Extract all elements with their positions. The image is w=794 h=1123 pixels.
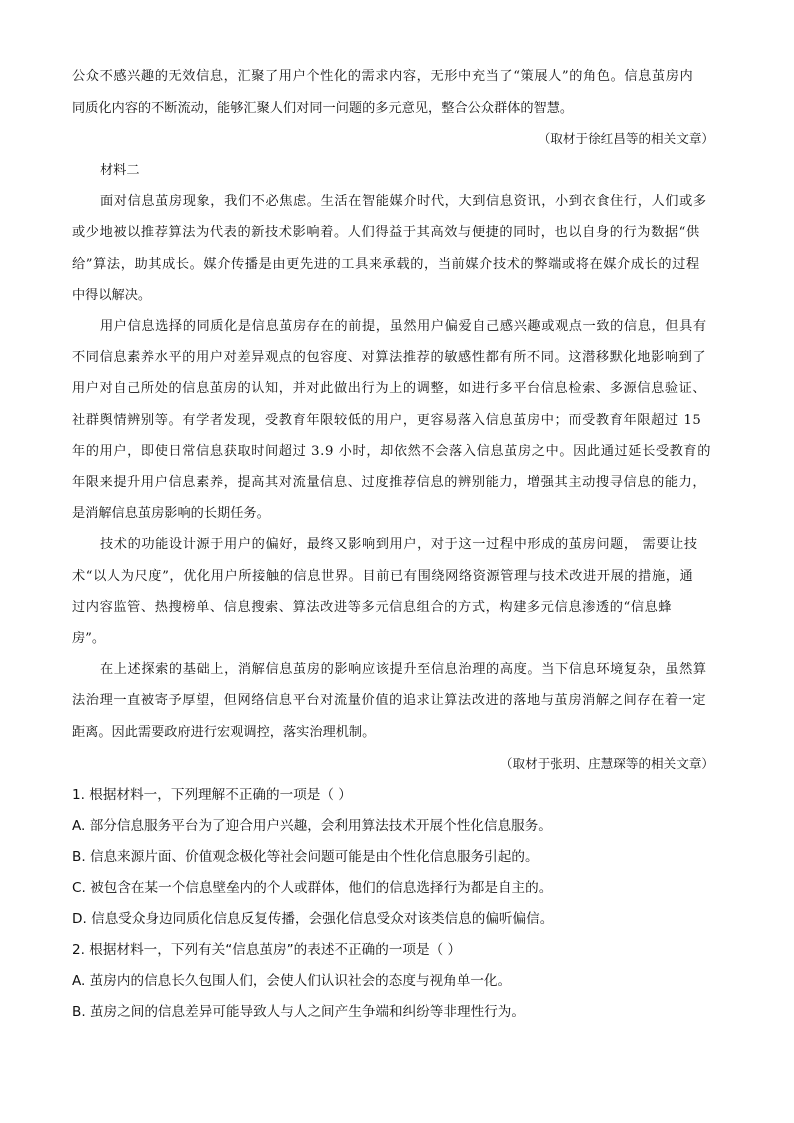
paragraph-line: 用户对自己所处的信息茧房的认知，并对此做出行为上的调整，如进行多平台信息检索、多源信息验证、 [72, 381, 707, 396]
paragraph-line: 社群舆情辨别等。有学者发现，受教育年限较低的用户，更容易落入信息茧房中；而受教育年限超过 15 [72, 413, 702, 428]
question-1-stem: 1. 根据材料一，下列理解不正确的一项是（ ） [72, 787, 352, 803]
question-2-stem: 2. 根据材料一，下列有关“信息茧房”的表述不正确的一项是（ ） [72, 942, 462, 958]
paragraph-line: 在上述探索的基础上，消解信息茧房的影响应该提升至信息治理的高度。当下信息环境复杂，虽然算 [100, 662, 707, 677]
question-1-option-a: A. 部分信息服务平台为了迎合用户兴趣，会利用算法技术开展个性化信息服务。 [72, 818, 552, 834]
paragraph-line: 年限来提升用户信息素养，提高其对流量信息、过度推荐信息的辨别能力，增强其主动搜寻信息的能力， [72, 475, 707, 490]
question-1-option-b: B. 信息来源片面、价值观念极化等社会问题可能是由个性化信息服务引起的。 [72, 849, 539, 865]
paragraph-line: 用户信息选择的同质化是信息茧房存在的前提，虽然用户偏爱自己感兴趣或观点一致的信息，但具有 [100, 319, 707, 334]
material-two-heading: 材料二 [100, 163, 140, 178]
paragraph-line: 房”。 [72, 631, 106, 646]
paragraph-line: 不同信息素养水平的用户对差异观点的包容度、对算法推荐的敏感性都有所不同。这潜移默化地影响到了 [72, 350, 707, 365]
paragraph-line: 过内容监管、热搜榜单、信息搜索、算法改进等多元信息组合的方式，构建多元信息渗透的“信息蜂 [72, 600, 673, 615]
paragraph-line: 距离。因此需要政府进行宏观调控，落实治理机制。 [72, 725, 376, 740]
paragraph-line: 同质化内容的不断流动，能够汇聚人们对同一问题的多元意见，整合公众群体的智慧。 [72, 101, 574, 116]
question-2-option-b: B. 茧房之间的信息差异可能导致人与人之间产生争端和纠纷等非理性行为。 [72, 1004, 525, 1020]
paragraph-line: 是消解信息茧房影响的长期任务。 [72, 506, 270, 521]
paragraph-line: 或少地被以推荐算法为代表的新技术影响着。人们得益于其高效与便捷的同时，也以自身的行为数据“供 [72, 225, 700, 240]
paragraph-line: 中得以解决。 [72, 288, 152, 303]
question-1-option-d: D. 信息受众身边同质化信息反复传播，会强化信息受众对该类信息的偏听偏信。 [72, 911, 554, 927]
paragraph-line: 技术的功能设计源于用户的偏好，最终又影响到用户，对于这一过程中形成的茧房问题， 需要让技 [100, 537, 698, 552]
paragraph-line: 公众不感兴趣的无效信息，汇聚了用户个性化的需求内容，无形中充当了“策展人”的角色。信息茧房内 [72, 69, 694, 84]
paragraph-line: 给”算法，助其成长。媒介传播是由更先进的工具来承载的，当前媒介技术的弊端或将在媒介成长的过程 [72, 257, 700, 272]
paragraph-line: 法治理一直被寄予厚望，但网络信息平台对流量价值的追求让算法改进的落地与茧房消解之间存在着一定 [72, 693, 707, 708]
paragraph-line: 面对信息茧房现象，我们不必焦虑。生活在智能媒介时代，大到信息资讯，小到衣食住行，人们或多 [100, 194, 707, 209]
question-2-option-a: A. 茧房内的信息长久包围人们，会使人们认识社会的态度与视角单一化。 [72, 973, 512, 989]
question-1-option-c: C. 被包含在某一个信息壁垒内的个人或群体，他们的信息选择行为都是自主的。 [72, 880, 553, 896]
source-citation-1: （取材于徐红昌等的相关文章） [537, 131, 714, 146]
paragraph-line: 年的用户，即使日常信息获取时间超过 3.9 小时，却依然不会落入信息茧房之中。因此通过延长受教育的 [72, 444, 712, 459]
source-citation-2: （取材于张玥、庄慧琛等的相关文章） [499, 756, 714, 771]
paragraph-line: 术“以人为尺度”，优化用户所接触的信息世界。目前已有围绕网络资源管理与技术改进开展的措施，通 [72, 569, 694, 584]
